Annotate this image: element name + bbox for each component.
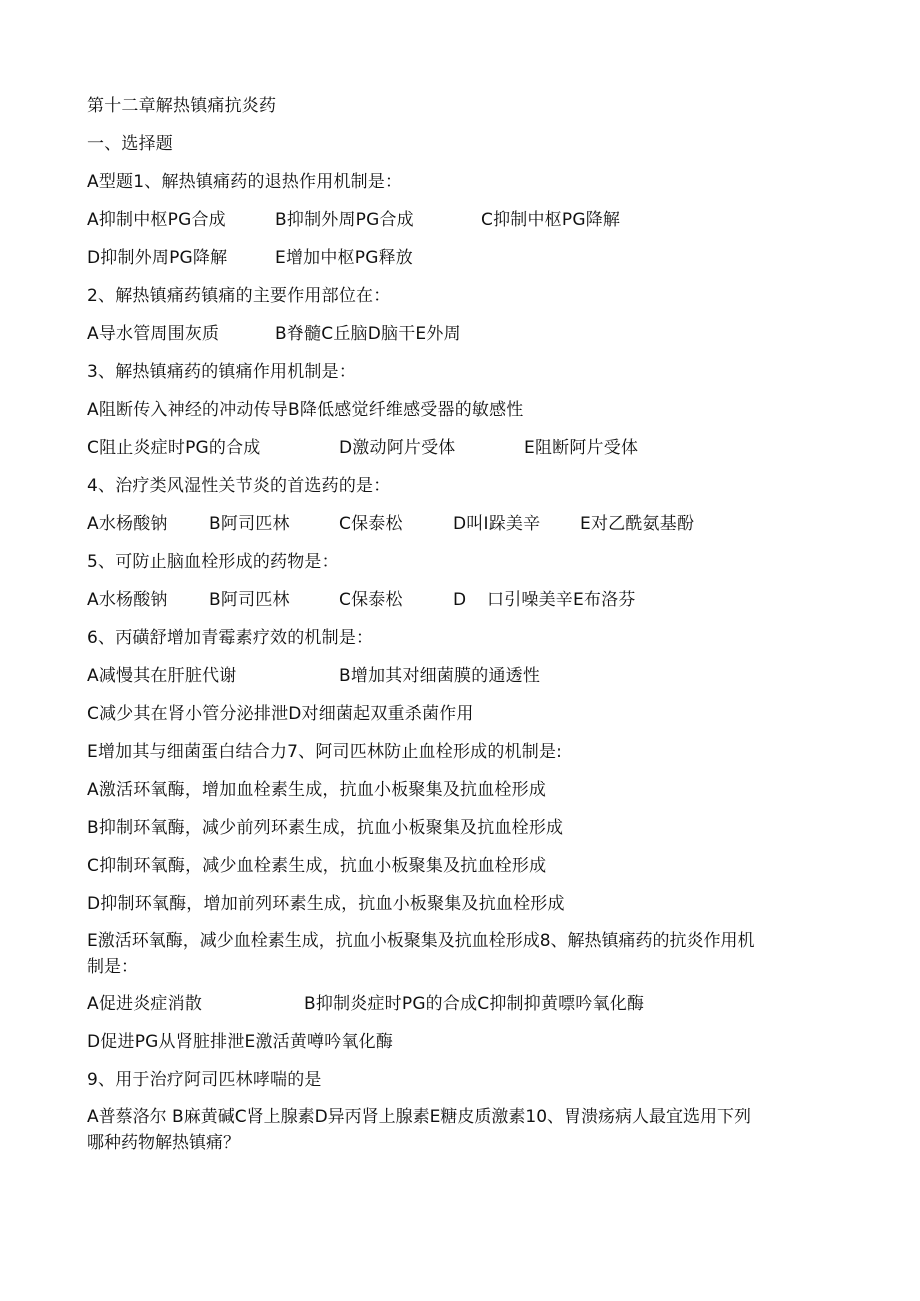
option-c: C阻止炎症时PG的合成 — [87, 438, 261, 458]
option-d: D — [453, 590, 467, 610]
question-2-stem: 2、解热镇痛药镇痛的主要作用部位在： — [87, 286, 391, 306]
option-b: B阿司匹林 — [209, 514, 290, 534]
option-a: A抑制中枢PG合成 — [87, 210, 226, 230]
question-1-stem: A型题1、解热镇痛药的退热作用机制是： — [87, 172, 403, 192]
option-a: A导水管周围灰质 — [87, 324, 220, 344]
question-3-options-ab: A阻断传入神经的冲动传导B降低感觉纤维感受器的敏感性 — [87, 400, 524, 420]
option-a: A促进炎症消散 — [87, 994, 203, 1014]
option-d-e-text: 口引噪美辛E布洛芬 — [487, 590, 636, 610]
option-b: B阿司匹林 — [209, 590, 290, 610]
option-e: E增加中枢PG释放 — [275, 248, 413, 268]
question-9-stem: 9、用于治疗阿司匹林哮喘的是 — [87, 1070, 322, 1090]
option-e: E对乙酰氨基酚 — [580, 514, 695, 534]
option-b-c: B抑制炎症时PG的合成C抑制抑黄嘌吟氧化酶 — [304, 994, 645, 1014]
option-c: C抑制中枢PG降解 — [481, 210, 621, 230]
question-7-option-b: B抑制环氧酶，减少前列环素生成，抗血小板聚集及抗血栓形成 — [87, 818, 564, 838]
question-6-stem: 6、丙磺舒增加青霉素疗效的机制是： — [87, 628, 374, 648]
section-heading: 一、选择题 — [87, 134, 173, 154]
option-d: D抑制外周PG降解 — [87, 248, 228, 268]
question-8-options-de: D促进PG从肾脏排泄E激活黄噂吟氧化酶 — [87, 1032, 394, 1052]
question-4-stem: 4、治疗类风湿性关节炎的首选药的是： — [87, 476, 391, 496]
question-9-options-and-question-10-stem: A普蔡洛尔 B麻黄碱C肾上腺素D异丙肾上腺素E糖皮质激素10、胃溃疡病人最宜选用下列哪种药物解热镇痛？ — [87, 1107, 752, 1153]
question-3-stem: 3、解热镇痛药的镇痛作用机制是： — [87, 362, 357, 382]
option-c: C保泰松 — [339, 590, 403, 610]
option-a: A水杨酸钠 — [87, 590, 168, 610]
option-b: B抑制外周PG合成 — [275, 210, 414, 230]
option-b: B增加其对细菌膜的通透性 — [339, 666, 541, 686]
option-c: C保泰松 — [339, 514, 403, 534]
option-d: D激动阿片受体 — [339, 438, 456, 458]
question-6-options-cd: C减少其在肾小管分泌排泄D对细菌起双重杀菌作用 — [87, 704, 474, 724]
question-6-option-e-and-question-7-stem: E增加其与细菌蛋白结合力7、阿司匹林防止血栓形成的机制是: — [87, 742, 563, 762]
question-7-option-c: C抑制环氧酶，减少血栓素生成，抗血小板聚集及抗血栓形成 — [87, 856, 547, 876]
option-a: A水杨酸钠 — [87, 514, 168, 534]
question-5-stem: 5、可防止脑血栓形成的药物是： — [87, 552, 339, 572]
chapter-title: 第十二章解热镇痛抗炎药 — [87, 96, 277, 116]
option-rest: B脊髓C丘脑D脑干E外周 — [275, 324, 461, 344]
question-7-option-e-and-question-8-stem: E激活环氧酶，减少血栓素生成，抗血小板聚集及抗血栓形成8、解热镇痛药的抗炎作用机制是： — [87, 931, 755, 977]
option-d: D叫I跺美辛 — [453, 514, 541, 534]
option-a: A减慢其在肝脏代谢 — [87, 666, 237, 686]
question-7-option-a: A激活环氧酶，增加血栓素生成，抗血小板聚集及抗血栓形成 — [87, 780, 547, 800]
question-7-option-d: D抑制环氧酶，增加前列环素生成，抗血小板聚集及抗血栓形成 — [87, 894, 565, 914]
option-e: E阻断阿片受体 — [524, 438, 639, 458]
